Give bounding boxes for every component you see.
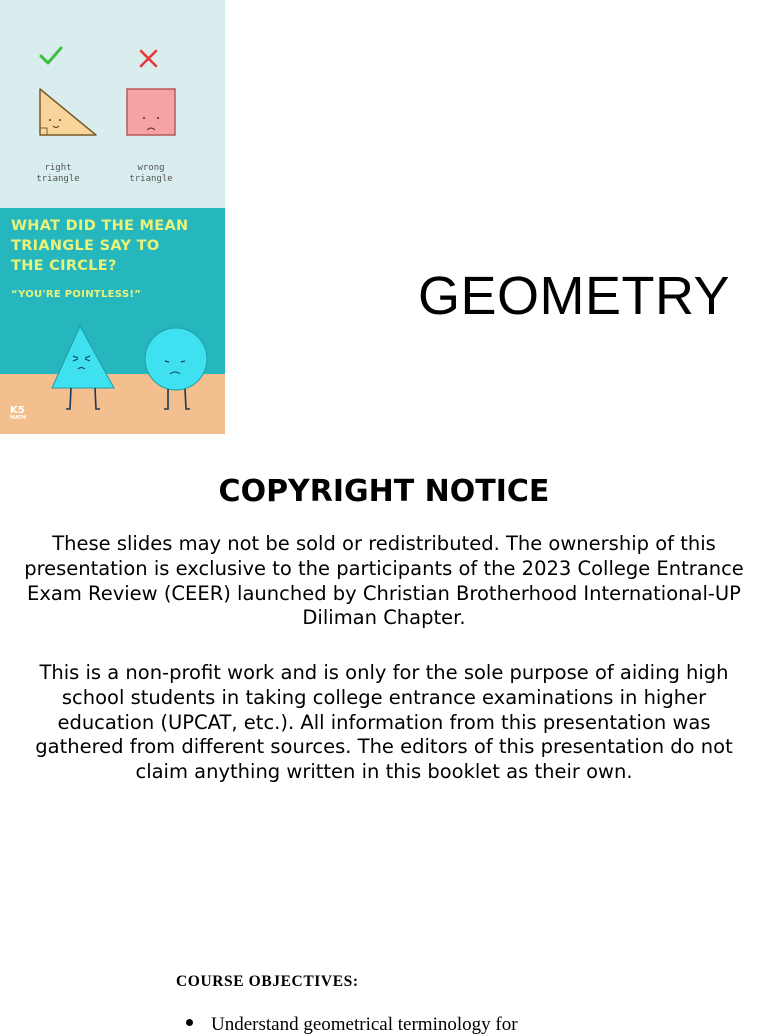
k5-math-logo: K5 MATH [10,405,27,421]
mean-triangle-character [52,326,114,409]
wrong-triangle-icon [127,89,175,135]
bullet-dot-icon [186,1019,193,1026]
joke-answer: “YOU'RE POINTLESS!” [11,289,142,300]
right-triangle-caption: right triangle [36,163,80,184]
slide-title [0,0,768,434]
sad-circle-character [145,328,207,409]
triangle-joke-image [0,0,225,434]
slide-title-text: GEOMETRY [418,266,731,326]
copyright-paragraph-1: These slides may not be sold or redistributed. The ownership of this presentation is exclusive to the participants of the 2023 College Entrance Exam Review (CEER) launched by Christian Brotherhood International-UP Diliman Chapter. [24,532,744,630]
cross-icon [141,51,156,66]
objective-bullet-item [186,1014,518,1036]
copyright-paragraph-2: This is a non-profit work and is only for the sole purpose of aiding high school students in taking college entrance examinations in higher education (UPCAT, etc.). All information from this presentation was gathered from different sources. The editors of this presentation do not claim anything written in this booklet as their own. [35,661,733,784]
slide-copyright [0,434,768,964]
copyright-title: COPYRIGHT NOTICE [218,474,550,509]
joke-question: WHAT DID THE MEAN TRIANGLE SAY TO THE CIRCLE? [11,218,189,274]
check-icon [41,48,61,63]
objective-bullet-text: Understand geometrical terminology for [211,1014,518,1035]
course-objectives-title: COURSE OBJECTIVES: [176,973,359,990]
slide-course-objectives [0,964,768,1035]
right-triangle-icon [40,89,96,135]
wrong-triangle-caption: wrong triangle [129,163,173,184]
